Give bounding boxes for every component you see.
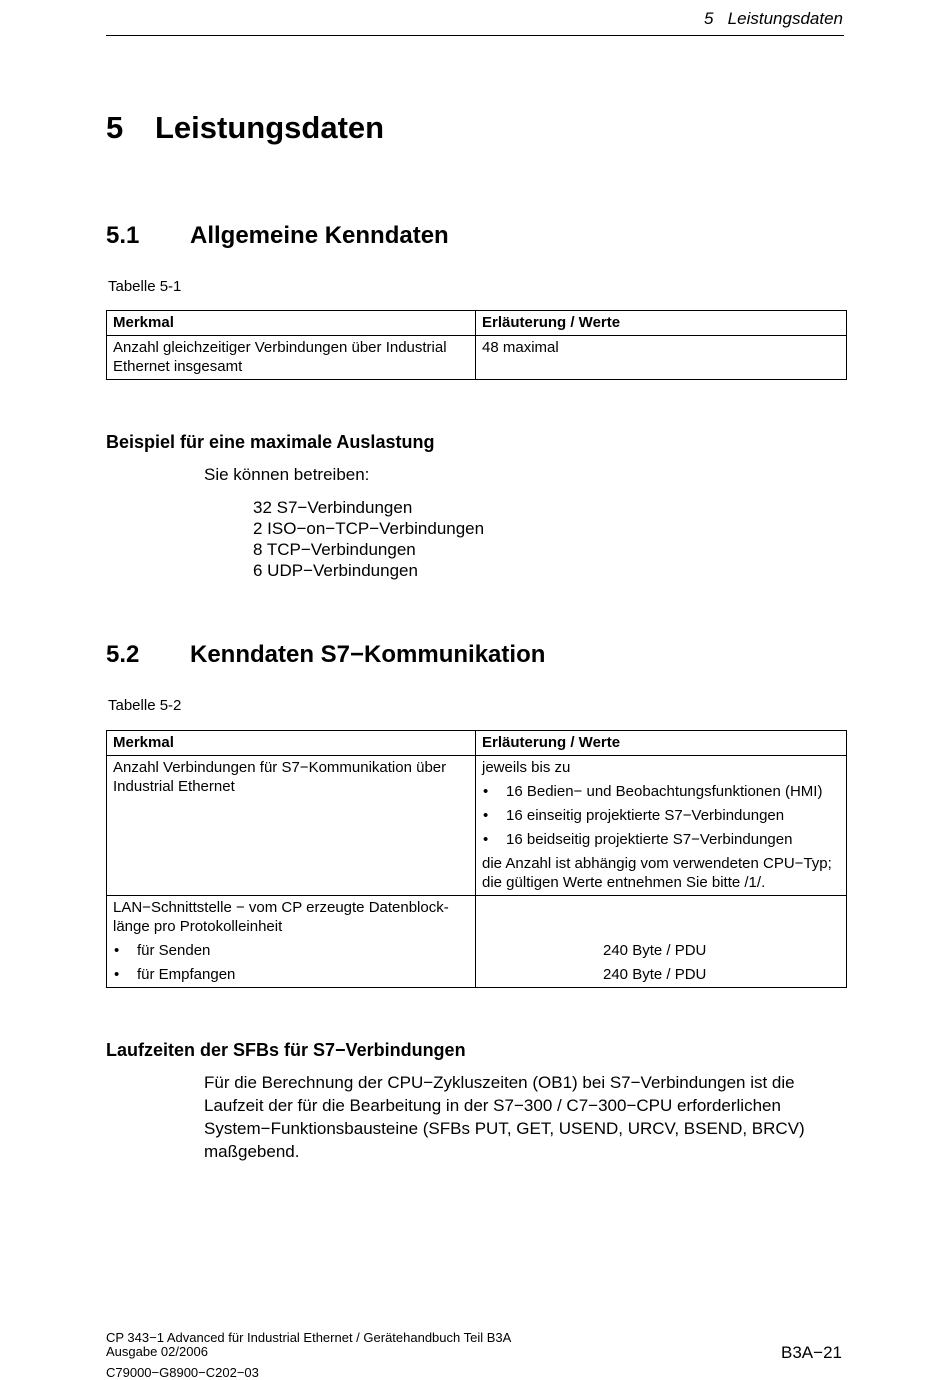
bullet-icon: • xyxy=(114,966,120,983)
cell-intro: jeweils bis zu xyxy=(482,759,571,776)
runtimes-heading: Laufzeiten der SFBs für S7−Verbindungen xyxy=(106,1040,466,1060)
runtimes-text: Für die Berechnung der CPU−Zykluszeiten (OB1) bei S7−Verbindungen ist die Laufzeit der für die Bearbeitung in der S7−300 / C7−300−CPU erforderlichen System−Funktionsbausteine (SFBs PUT, GET, USEND, URCV, BSEND, BRCV) maßgebend. xyxy=(204,1073,805,1161)
list-item: 8 TCP−Verbindungen xyxy=(253,540,416,559)
cell-value: 240 Byte / PDU xyxy=(603,966,707,983)
table-row xyxy=(107,336,847,380)
bullet-text: für Senden xyxy=(137,942,211,959)
column-header-merkmal: Merkmal xyxy=(107,731,476,756)
table-5-1 xyxy=(106,310,847,380)
table-header-row xyxy=(107,731,847,756)
footer-edition: Ausgabe 02/2006 xyxy=(106,1344,208,1359)
cell-value: 240 Byte / PDU xyxy=(603,942,707,959)
column-header-merkmal: Merkmal xyxy=(107,311,476,336)
table-cell-merkmal: Anzahl gleichzeitiger Verbindungen über Industrial Ethernet insgesamt xyxy=(107,336,476,380)
section-title-5-1 xyxy=(106,222,449,250)
footer-info xyxy=(106,1331,511,1380)
bullet-text: 16 Bedien− und Beobachtungsfunktionen (HMI) xyxy=(506,783,823,800)
list-item: 32 S7−Verbindungen xyxy=(253,498,413,517)
chapter-number: 5 xyxy=(106,110,124,145)
bullet-text: 16 beidseitig projektierte S7−Verbindungen xyxy=(506,831,793,848)
bullet-text: 16 einseitig projektierte S7−Verbindungen xyxy=(506,807,785,824)
list-item: 6 UDP−Verbindungen xyxy=(253,561,418,580)
section-number: 5.1 xyxy=(106,222,140,249)
bullet-icon: • xyxy=(483,783,489,800)
column-header-werte: Erläuterung / Werte xyxy=(476,731,847,756)
table-cell-wert: 48 maximal xyxy=(476,336,847,380)
footer-manual: CP 343−1 Advanced für Industrial Ethernet / Gerätehandbuch Teil B3A xyxy=(106,1330,512,1345)
section-title-text: Kenndaten S7−Kommunikation xyxy=(190,641,546,668)
bullet-icon: • xyxy=(483,831,489,848)
section-title-5-2 xyxy=(106,641,545,669)
bullet-text: für Empfangen xyxy=(137,966,236,983)
table-row xyxy=(107,896,847,988)
bullet-item xyxy=(482,806,840,825)
cell-spacer xyxy=(482,898,840,936)
running-header: 5 Leistungsdaten xyxy=(704,9,843,28)
cell-note: die Anzahl ist abhängig vom verwendeten CPU−Typ; die gültigen Werte entnehmen Sie bitte /1/. xyxy=(482,855,832,891)
table-5-2 xyxy=(106,730,847,988)
table-caption-5-2: Tabelle 5-2 xyxy=(108,697,182,714)
header-rule xyxy=(106,35,844,36)
table-cell-wert xyxy=(476,896,847,988)
chapter-title xyxy=(106,110,384,146)
table-header-row xyxy=(107,311,847,336)
section-title-text: Allgemeine Kenndaten xyxy=(190,222,449,249)
bullet-item xyxy=(482,782,840,801)
table-row xyxy=(107,756,847,896)
page-number: B3A−21 xyxy=(781,1343,842,1362)
column-header-werte: Erläuterung / Werte xyxy=(476,311,847,336)
bullet-icon: • xyxy=(114,942,120,959)
chapter-title-text: Leistungsdaten xyxy=(155,110,385,145)
bullet-item xyxy=(482,830,840,849)
table-cell-merkmal xyxy=(107,896,476,988)
bullet-item xyxy=(113,941,469,960)
table-cell-merkmal: Anzahl Verbindungen für S7−Kommunikation über Industrial Ethernet xyxy=(107,756,476,896)
example-intro: Sie können betreiben: xyxy=(204,465,370,484)
footer-order-number: C79000−G8900−C202−03 xyxy=(106,1365,259,1380)
cell-text: LAN−Schnittstelle − vom CP erzeugte Datenblock-länge pro Protokolleinheit xyxy=(113,899,449,935)
bullet-icon: • xyxy=(483,807,489,824)
bullet-item xyxy=(113,965,469,984)
table-cell-wert xyxy=(476,756,847,896)
section-number: 5.2 xyxy=(106,641,140,668)
example-list xyxy=(253,497,484,581)
list-item: 2 ISO−on−TCP−Verbindungen xyxy=(253,519,485,538)
table-caption-5-1: Tabelle 5-1 xyxy=(108,278,182,295)
example-heading: Beispiel für eine maximale Auslastung xyxy=(106,432,435,452)
